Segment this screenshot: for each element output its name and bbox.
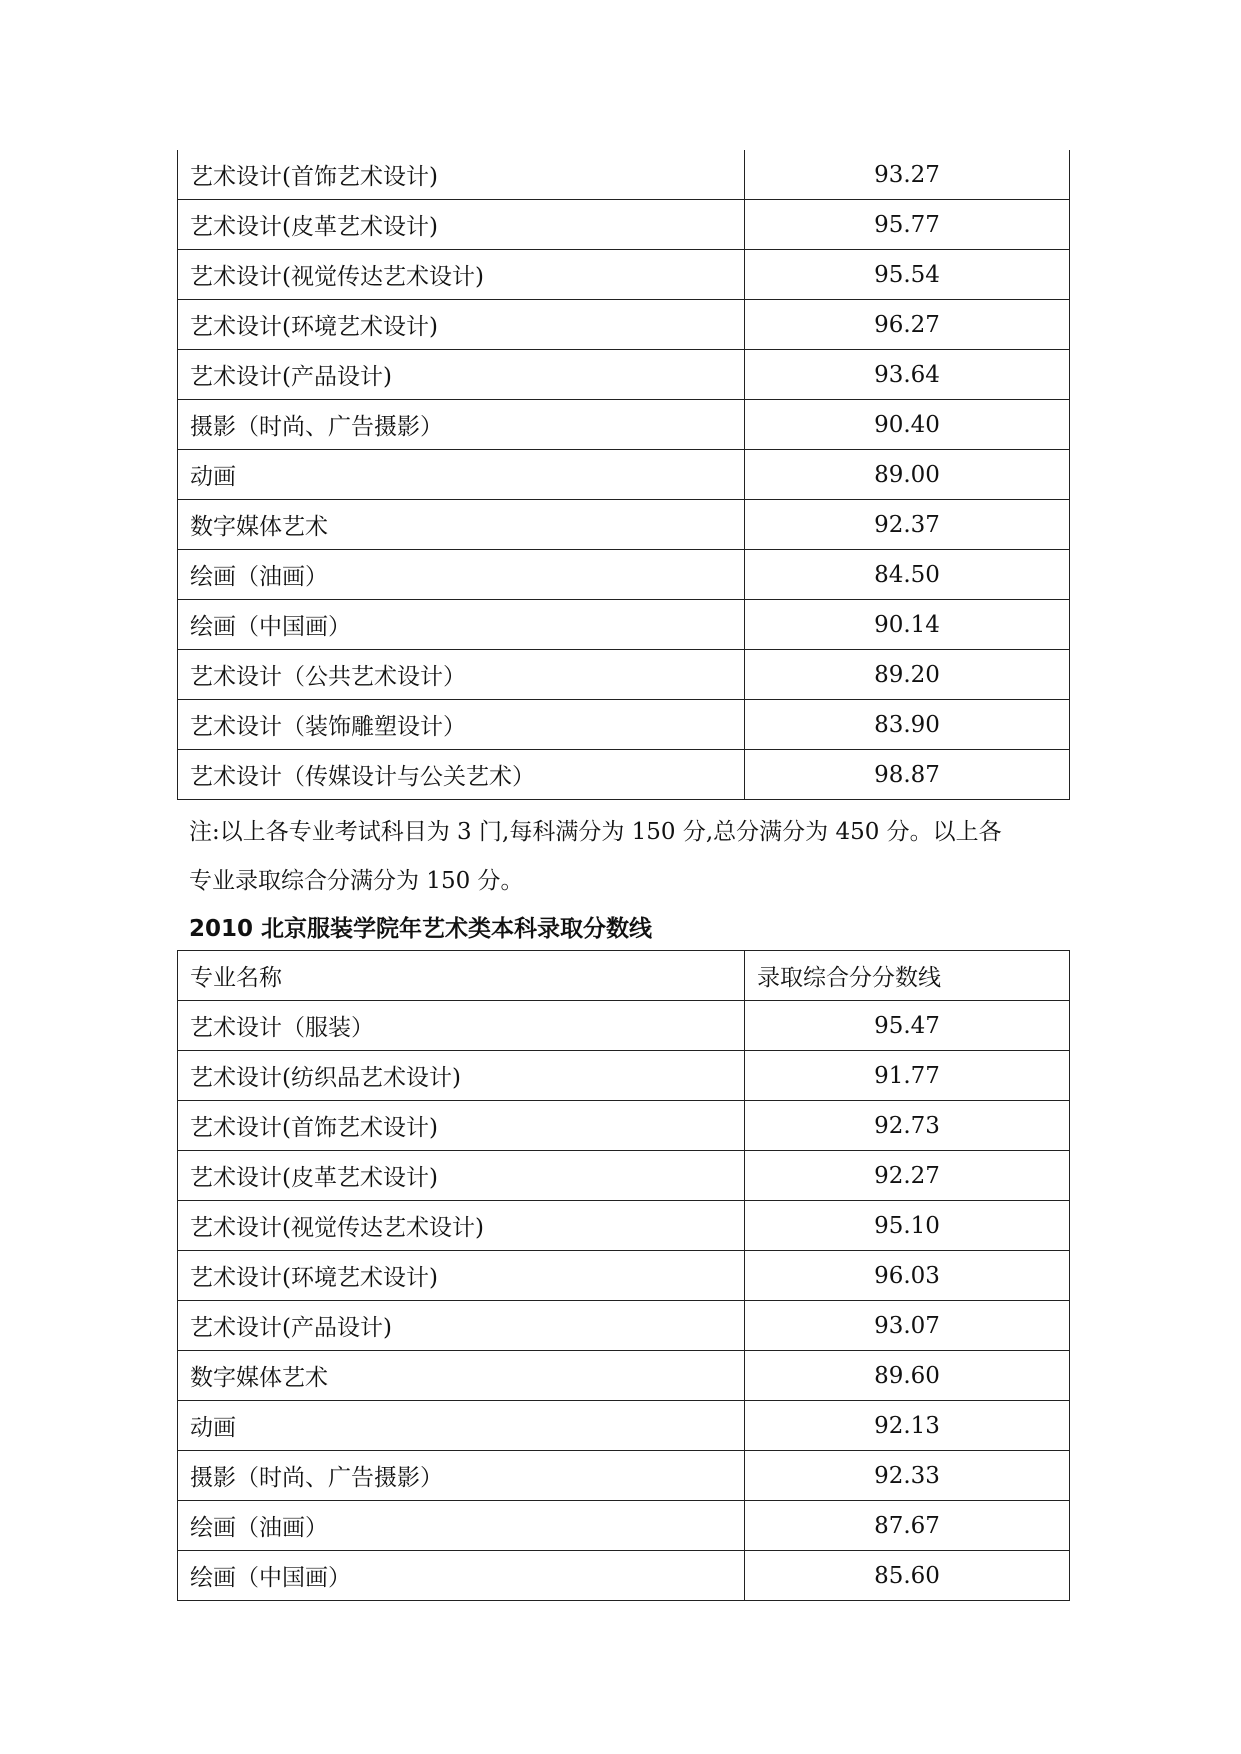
header-major: 专业名称 [178, 951, 745, 1001]
major-name-cell: 绘画（中国画） [178, 1551, 745, 1601]
major-name-cell: 绘画（油画） [178, 1501, 745, 1551]
score-cell: 92.73 [745, 1101, 1070, 1151]
major-name-cell: 艺术设计(视觉传达艺术设计) [178, 250, 745, 300]
table-row [178, 400, 1070, 450]
major-name-cell: 艺术设计(首饰艺术设计) [178, 150, 745, 200]
score-cell: 98.87 [745, 750, 1070, 800]
table-row [178, 1401, 1070, 1451]
score-cell: 90.14 [745, 600, 1070, 650]
score-cell: 92.37 [745, 500, 1070, 550]
score-cell: 93.64 [745, 350, 1070, 400]
table-row [178, 1101, 1070, 1151]
major-name-cell: 绘画（中国画） [178, 600, 745, 650]
major-name-cell: 艺术设计（装饰雕塑设计） [178, 700, 745, 750]
major-name-cell: 动画 [178, 450, 745, 500]
table-row [178, 1501, 1070, 1551]
score-cell: 96.03 [745, 1251, 1070, 1301]
score-cell: 89.00 [745, 450, 1070, 500]
table-row [178, 1351, 1070, 1401]
table-row [178, 1051, 1070, 1101]
score-table-2010 [177, 950, 1070, 1601]
major-name-cell: 动画 [178, 1401, 745, 1451]
table-row [178, 1451, 1070, 1501]
note-line-2: 专业录取综合分满分为 150 分。 [189, 868, 524, 894]
score-cell: 95.47 [745, 1001, 1070, 1051]
table-row [178, 1151, 1070, 1201]
major-name-cell: 摄影（时尚、广告摄影） [178, 400, 745, 450]
score-cell: 89.60 [745, 1351, 1070, 1401]
table-row [178, 500, 1070, 550]
major-name-cell: 艺术设计(产品设计) [178, 1301, 745, 1351]
major-name-cell: 艺术设计（公共艺术设计） [178, 650, 745, 700]
major-name-cell: 艺术设计(视觉传达艺术设计) [178, 1201, 745, 1251]
table-row [178, 750, 1070, 800]
score-cell: 89.20 [745, 650, 1070, 700]
score-cell: 95.10 [745, 1201, 1070, 1251]
header-score: 录取综合分分数线 [745, 951, 1070, 1001]
table-row [178, 1301, 1070, 1351]
major-name-cell: 数字媒体艺术 [178, 1351, 745, 1401]
note-line-1: 注:以上各专业考试科目为 3 门,每科满分为 150 分,总分满分为 450 分。以上各 [189, 819, 1002, 845]
table-row [178, 600, 1070, 650]
score-cell: 83.90 [745, 700, 1070, 750]
score-cell: 92.27 [745, 1151, 1070, 1201]
score-cell: 96.27 [745, 300, 1070, 350]
major-name-cell: 艺术设计(产品设计) [178, 350, 745, 400]
major-name-cell: 艺术设计（服装） [178, 1001, 745, 1051]
score-cell: 90.40 [745, 400, 1070, 450]
score-cell: 84.50 [745, 550, 1070, 600]
table-header-row [178, 951, 1070, 1001]
table-row [178, 250, 1070, 300]
score-cell: 85.60 [745, 1551, 1070, 1601]
major-name-cell: 艺术设计（传媒设计与公关艺术） [178, 750, 745, 800]
table-row [178, 150, 1070, 200]
table-2010-title: 2010 北京服装学院年艺术类本科录取分数线 [189, 916, 653, 942]
score-cell: 91.77 [745, 1051, 1070, 1101]
score-table-continued [177, 150, 1070, 800]
table-row [178, 650, 1070, 700]
major-name-cell: 摄影（时尚、广告摄影） [178, 1451, 745, 1501]
major-name-cell: 数字媒体艺术 [178, 500, 745, 550]
score-cell: 87.67 [745, 1501, 1070, 1551]
score-cell: 93.27 [745, 150, 1070, 200]
table-row [178, 300, 1070, 350]
table-row [178, 1551, 1070, 1601]
major-name-cell: 艺术设计(环境艺术设计) [178, 1251, 745, 1301]
score-cell: 92.13 [745, 1401, 1070, 1451]
score-table-continued-body [178, 150, 1070, 800]
major-name-cell: 艺术设计(纺织品艺术设计) [178, 1051, 745, 1101]
major-name-cell: 艺术设计(皮革艺术设计) [178, 200, 745, 250]
table-row [178, 1251, 1070, 1301]
major-name-cell: 艺术设计(首饰艺术设计) [178, 1101, 745, 1151]
score-cell: 95.54 [745, 250, 1070, 300]
table-row [178, 550, 1070, 600]
table-row [178, 450, 1070, 500]
table-row [178, 1001, 1070, 1051]
score-table-2010-body [178, 951, 1070, 1601]
major-name-cell: 艺术设计(环境艺术设计) [178, 300, 745, 350]
score-cell: 93.07 [745, 1301, 1070, 1351]
table-row [178, 700, 1070, 750]
score-cell: 95.77 [745, 200, 1070, 250]
table-row [178, 200, 1070, 250]
table-row [178, 350, 1070, 400]
score-cell: 92.33 [745, 1451, 1070, 1501]
major-name-cell: 绘画（油画） [178, 550, 745, 600]
major-name-cell: 艺术设计(皮革艺术设计) [178, 1151, 745, 1201]
table-row [178, 1201, 1070, 1251]
